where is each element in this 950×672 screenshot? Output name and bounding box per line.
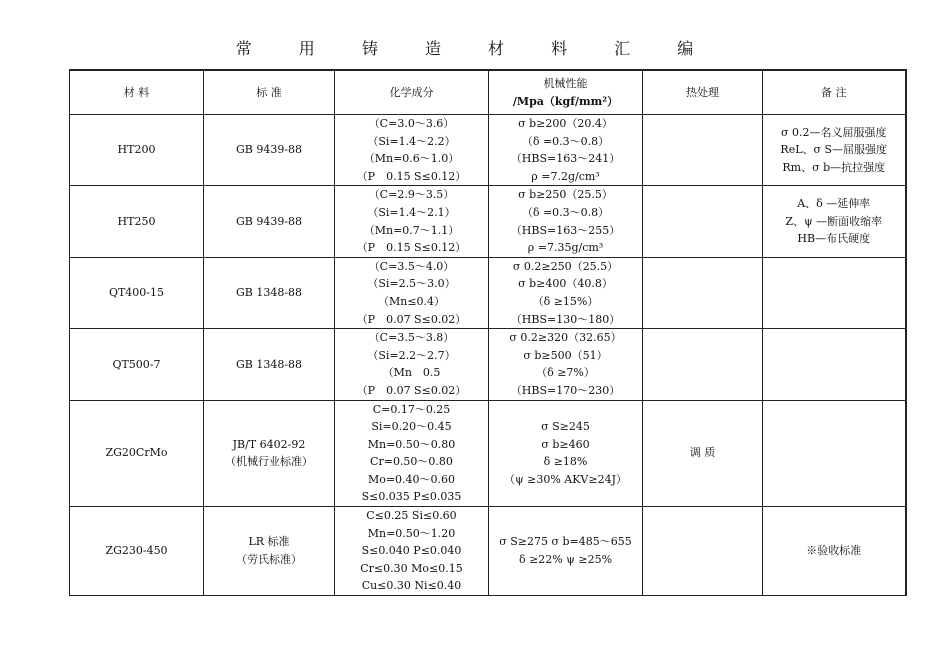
- remarks-cell: [763, 507, 906, 596]
- mechanical-cell-line: （HBS=163～241）: [510, 152, 621, 166]
- chemistry-cell-line: C≤0.25 Si≤0.60: [366, 509, 457, 523]
- chemistry-cell-line: Mn=0.50～0.80: [367, 437, 456, 451]
- standard-cell-line: GB 9439-88: [235, 214, 303, 228]
- chemistry-cell-line: Mn=0.50～1.20: [367, 526, 456, 540]
- chemistry-cell-line: （Mn=0.7～1.1）: [363, 223, 460, 237]
- standard-cell: [204, 186, 335, 257]
- chemistry-cell-line: （C=3.0～3.6）: [368, 117, 455, 130]
- standard-cell: [204, 507, 335, 596]
- standard-cell-line: LR 标准: [248, 535, 290, 549]
- remarks-cell: [763, 115, 906, 186]
- remarks-cell: [763, 400, 906, 507]
- standard-cell-line: （劳氏标准）: [236, 553, 302, 567]
- remarks-cell: [763, 186, 906, 257]
- header-standard: 标 准: [204, 70, 335, 115]
- mechanical-cell-line: σ b≥250（25.5）: [518, 188, 613, 202]
- table-row: [70, 507, 906, 596]
- table-header-row: [70, 70, 906, 115]
- standard-cell-line: GB 9439-88: [235, 143, 303, 157]
- heat-treatment-cell: [643, 186, 763, 257]
- standard-cell-line: （机械行业标准）: [225, 455, 313, 469]
- mechanical-cell-line: （δ =0.3～0.8）: [521, 205, 610, 219]
- mechanical-cell-line: σ S≥275 σ b=485～655: [499, 535, 632, 549]
- remarks-cell-line: Z、ψ —断面收缩率: [785, 214, 883, 228]
- material-cell: ZG230-450: [70, 507, 204, 596]
- mechanical-cell: [489, 257, 643, 328]
- chemistry-cell: [335, 329, 489, 400]
- material-cell: QT400-15: [70, 257, 204, 328]
- mechanical-cell: [489, 507, 643, 596]
- mechanical-cell-line: （HBS=163～255）: [510, 223, 621, 237]
- remarks-cell-line: A、δ —延伸率: [797, 197, 871, 211]
- chemistry-cell-line: S≤0.035 P≤0.035: [361, 490, 462, 504]
- mechanical-cell-line: （HBS=170～230）: [510, 383, 621, 397]
- header-heat-treatment: 热处理: [643, 70, 763, 115]
- header-material: 材 料: [70, 70, 204, 115]
- mechanical-cell-line: （δ =0.3～0.8）: [521, 134, 610, 148]
- page-title: 常 用 铸 造 材 料 汇 编: [235, 39, 715, 58]
- mechanical-cell-line: σ 0.2≥250（25.5）: [512, 259, 619, 273]
- remarks-cell-line: Rm、σ b—抗拉强度: [782, 160, 886, 174]
- mechanical-cell: [489, 400, 643, 507]
- material-cell: HT250: [70, 186, 204, 257]
- table-row: [70, 115, 906, 186]
- material-cell: QT500-7: [70, 329, 204, 400]
- chemistry-cell-line: （Mn≤0.4）: [377, 294, 446, 308]
- table-row: [70, 257, 906, 328]
- mechanical-cell-line: ρ =7.2g/cm³: [531, 169, 600, 183]
- heat-treatment-cell: [643, 329, 763, 400]
- material-cell: ZG20CrMo: [70, 400, 204, 507]
- mechanical-cell: [489, 329, 643, 400]
- mechanical-cell: [489, 186, 643, 257]
- mechanical-cell-line: δ ≥22% ψ ≥25%: [518, 553, 613, 567]
- chemistry-cell: [335, 507, 489, 596]
- table-row: [70, 400, 906, 507]
- heat-treatment-cell: [643, 115, 763, 186]
- standard-cell: [204, 257, 335, 328]
- chemistry-cell-line: Si=0.20～0.45: [371, 420, 452, 434]
- header-chemistry: 化学成分: [335, 70, 489, 115]
- chemistry-cell-line: Mo=0.40～0.60: [367, 472, 456, 486]
- mechanical-cell-line: σ b≥460: [541, 437, 590, 451]
- chemistry-cell-line: Cu≤0.30 Ni≤0.40: [361, 579, 462, 593]
- standard-cell-line: JB/T 6402-92: [232, 437, 306, 451]
- materials-table: [69, 69, 907, 596]
- chemistry-cell: [335, 115, 489, 186]
- mechanical-cell-line: δ ≥18%: [543, 455, 588, 469]
- material-cell: HT200: [70, 115, 204, 186]
- chemistry-cell-line: （Mn=0.6～1.0）: [363, 152, 460, 166]
- chemistry-cell-line: （Si=1.4～2.2）: [367, 134, 456, 148]
- chemistry-cell-line: （Mn 0.5: [382, 366, 441, 380]
- mechanical-cell-line: σ b≥500（51）: [523, 348, 608, 362]
- chemistry-cell: [335, 257, 489, 328]
- header-mechanical-line2: /Mpa（kgf/mm²）: [512, 94, 619, 108]
- chemistry-cell-line: （Si=2.2～2.7）: [367, 348, 456, 362]
- chemistry-cell-line: （C=3.5～3.8）: [368, 331, 455, 345]
- chemistry-cell-line: S≤0.040 P≤0.040: [361, 544, 462, 558]
- remarks-cell-line: ※验收标准: [806, 544, 862, 558]
- mechanical-cell-line: ρ =7.35g/cm³: [527, 241, 604, 255]
- heat-treatment-cell: 调 质: [643, 400, 763, 507]
- chemistry-cell-line: （P 0.15 S≤0.12）: [356, 169, 467, 183]
- remarks-cell: [763, 329, 906, 400]
- standard-cell-line: GB 1348-88: [235, 357, 303, 371]
- standard-cell: [204, 329, 335, 400]
- header-remarks: 备 注: [763, 70, 906, 115]
- remarks-cell-line: σ 0.2—名义屈服强度: [781, 125, 887, 139]
- mechanical-cell-line: （δ ≥15%）: [532, 294, 599, 308]
- mechanical-cell-line: σ b≥400（40.8）: [518, 277, 613, 291]
- chemistry-cell-line: （P 0.07 S≤0.02）: [356, 383, 467, 397]
- header-mechanical-line1: 机械性能: [543, 76, 588, 90]
- standard-cell: [204, 115, 335, 186]
- chemistry-cell: [335, 186, 489, 257]
- table-row: [70, 329, 906, 400]
- chemistry-cell-line: C=0.17～0.25: [372, 402, 451, 416]
- chemistry-cell-line: （Si=1.4～2.1）: [367, 205, 456, 219]
- chemistry-cell-line: （P 0.07 S≤0.02）: [356, 312, 467, 326]
- chemistry-cell-line: （P 0.15 S≤0.12）: [356, 241, 467, 255]
- header-mechanical: [489, 70, 643, 115]
- remarks-cell: [763, 257, 906, 328]
- chemistry-cell-line: Cr=0.50～0.80: [370, 455, 453, 469]
- mechanical-cell-line: （HBS=130～180）: [510, 312, 621, 326]
- heat-treatment-cell: [643, 507, 763, 596]
- mechanical-cell-line: σ S≥245: [541, 420, 590, 434]
- chemistry-cell: [335, 400, 489, 507]
- standard-cell: [204, 400, 335, 507]
- chemistry-cell-line: （C=3.5～4.0）: [368, 259, 455, 273]
- mechanical-cell-line: （δ ≥7%）: [536, 366, 595, 380]
- mechanical-cell-line: σ 0.2≥320（32.65）: [509, 331, 622, 345]
- heat-treatment-cell: [643, 257, 763, 328]
- remarks-cell-line: HB—布氏硬度: [797, 232, 871, 246]
- mechanical-cell-line: σ b≥200（20.4）: [518, 117, 613, 130]
- remarks-cell-line: ReL、σ S—屈服强度: [780, 143, 888, 157]
- chemistry-cell-line: （C=2.9～3.5）: [368, 188, 455, 202]
- standard-cell-line: GB 1348-88: [235, 286, 303, 300]
- chemistry-cell-line: Cr≤0.30 Mo≤0.15: [360, 561, 463, 575]
- table-row: [70, 186, 906, 257]
- chemistry-cell-line: （Si=2.5～3.0）: [367, 277, 456, 291]
- mechanical-cell: [489, 115, 643, 186]
- mechanical-cell-line: （ψ ≥30% AKV≥24J）: [503, 472, 627, 486]
